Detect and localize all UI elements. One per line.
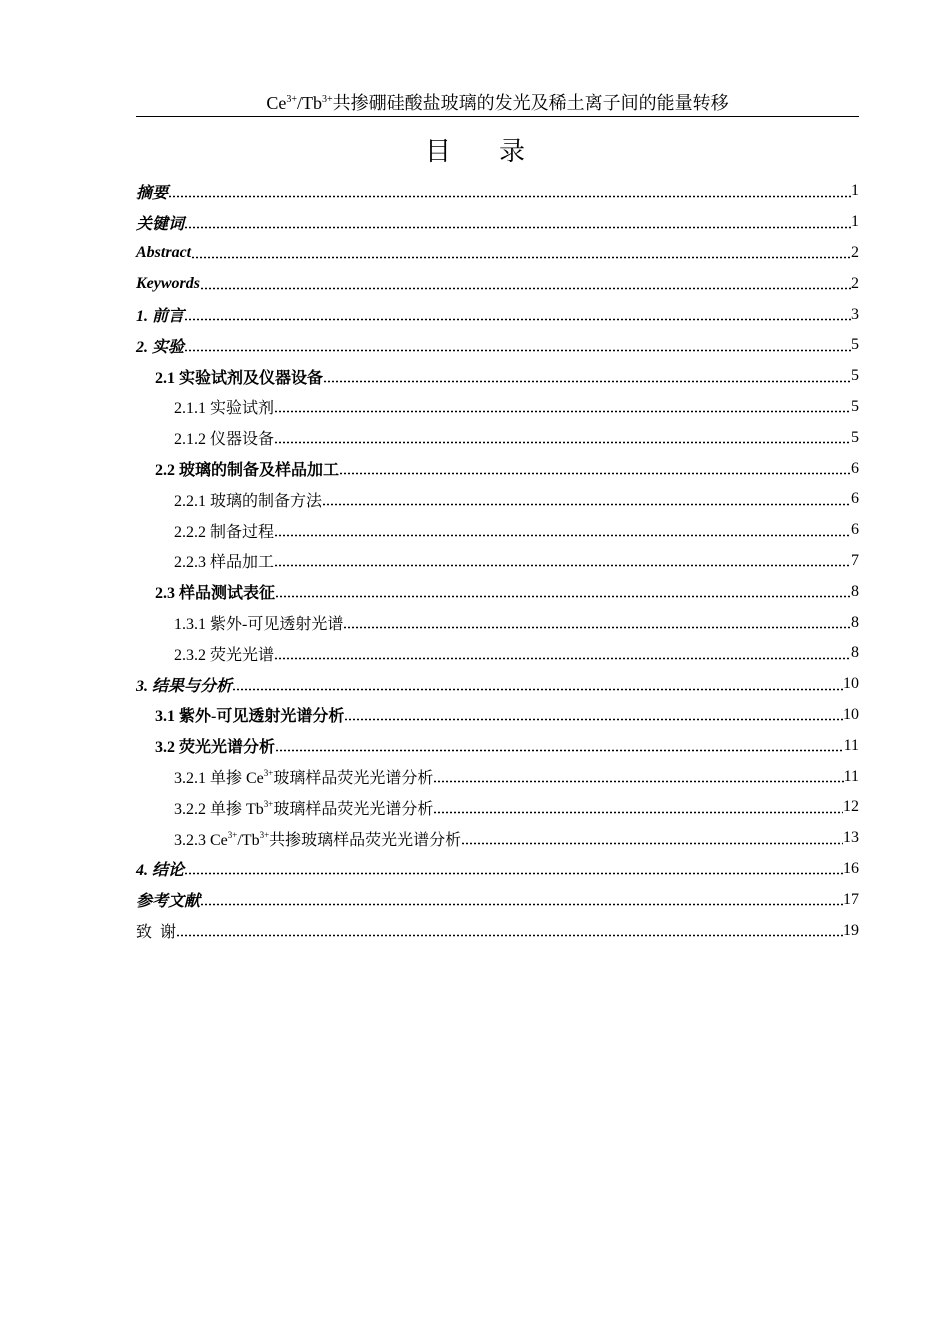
toc-page-number: 1 xyxy=(851,182,859,200)
toc-page-number: 6 xyxy=(851,521,859,539)
toc-page-number: 17 xyxy=(843,890,859,908)
toc-page-number: 8 xyxy=(851,644,859,662)
toc-entry-conclusion[interactable]: 4. 结论 16 xyxy=(136,859,859,880)
toc-entry-acknowledgements[interactable]: 致 谢 19 xyxy=(136,921,859,942)
table-of-contents xyxy=(136,176,859,946)
header-superscript-1: 3+ xyxy=(286,94,297,105)
toc-entry-3-2[interactable]: 3.2 荧光光谱分析 11 xyxy=(155,736,859,757)
toc-page-number: 7 xyxy=(851,551,859,569)
toc-page-number: 8 xyxy=(851,613,859,631)
toc-entry-2-1-1[interactable]: 2.1.1 实验试剂 5 xyxy=(174,397,859,418)
toc-entry-keywords-en[interactable]: Keywords 2 xyxy=(136,274,859,292)
toc-page-number: 2 xyxy=(851,274,859,292)
toc-page-number: 8 xyxy=(851,582,859,600)
toc-page-number: 5 xyxy=(851,428,859,446)
toc-page-number: 6 xyxy=(851,490,859,508)
header-text-2: /Tb xyxy=(297,93,322,113)
toc-entry-1-3-1[interactable]: 1.3.1 紫外-可见透射光谱 8 xyxy=(174,613,859,634)
toc-entry-references[interactable]: 参考文献 17 xyxy=(136,890,859,911)
toc-page-number: 5 xyxy=(851,397,859,415)
toc-title-char-2: 录 xyxy=(499,137,526,166)
toc-entry-2-2[interactable]: 2.2 玻璃的制备及样品加工 6 xyxy=(155,459,859,480)
toc-entry-2-1[interactable]: 2.1 实验试剂及仪器设备 5 xyxy=(155,367,859,387)
toc-entry-2-2-2[interactable]: 2.2.2 制备过程 6 xyxy=(174,521,859,541)
toc-entry-abstract-en[interactable]: Abstract 2 xyxy=(136,243,859,261)
toc-entry-3-2-3[interactable]: 3.2.3 $Ce^{3+}/Tb^{3+}$共掺玻璃样品荧光光谱分析 13 xyxy=(174,829,859,849)
toc-entry-3-2-1[interactable]: 3.2.1 单掺 $Ce^{3+}$玻璃样品荧光光谱分析 11 xyxy=(174,767,859,788)
toc-entry-2-1-2[interactable]: 2.1.2 仪器设备 5 xyxy=(174,428,859,449)
toc-entry-abstract-cn[interactable]: 摘要 1 xyxy=(136,182,859,202)
toc-entry-results[interactable]: 3. 结果与分析 10 xyxy=(136,675,859,695)
toc-page-number: 19 xyxy=(843,921,859,939)
toc-page-number: 1 xyxy=(851,213,859,231)
running-header xyxy=(136,90,859,117)
toc-page-number: 11 xyxy=(843,736,859,754)
toc-page-number: 2 xyxy=(851,243,859,261)
header-superscript-2: 3+ xyxy=(322,94,333,105)
toc-entry-introduction[interactable]: 1. 前言 3 xyxy=(136,305,859,326)
toc-page-number: 3 xyxy=(851,305,859,323)
toc-entry-3-2-2[interactable]: 3.2.2 单掺 $Tb^{3+}$玻璃样品荧光光谱分析 12 xyxy=(174,798,859,818)
toc-page-number: 6 xyxy=(851,459,859,477)
toc-entry-2-3-2[interactable]: 2.3.2 荧光光谱 8 xyxy=(174,644,859,664)
toc-page-number: 10 xyxy=(843,705,859,723)
toc-entry-experiment[interactable]: 2. 实验 5 xyxy=(136,336,859,356)
toc-title-char-1: 目 xyxy=(424,137,451,166)
toc-entry-3-1[interactable]: 3.1 紫外-可见透射光谱分析 10 xyxy=(155,705,859,726)
toc-page-number: 10 xyxy=(843,675,859,693)
toc-page-number: 13 xyxy=(843,829,859,847)
toc-page-number: 5 xyxy=(851,367,859,385)
toc-page-number: 12 xyxy=(843,798,859,816)
toc-entry-2-3[interactable]: 2.3 样品测试表征 8 xyxy=(155,582,859,603)
header-text-3: 共掺硼硅酸盐玻璃的发光及稀土离子间的能量转移 xyxy=(332,93,729,113)
toc-entry-keywords-cn[interactable]: 关键词 1 xyxy=(136,213,859,233)
toc-page-number: 16 xyxy=(843,859,859,877)
toc-entry-2-2-1[interactable]: 2.2.1 玻璃的制备方法 6 xyxy=(174,490,859,510)
header-text-1: Ce xyxy=(266,93,287,113)
toc-entry-2-2-3[interactable]: 2.2.3 样品加工 7 xyxy=(174,551,859,572)
toc-page-number: 5 xyxy=(851,336,859,354)
toc-title xyxy=(0,134,950,170)
toc-page-number: 11 xyxy=(843,767,859,785)
